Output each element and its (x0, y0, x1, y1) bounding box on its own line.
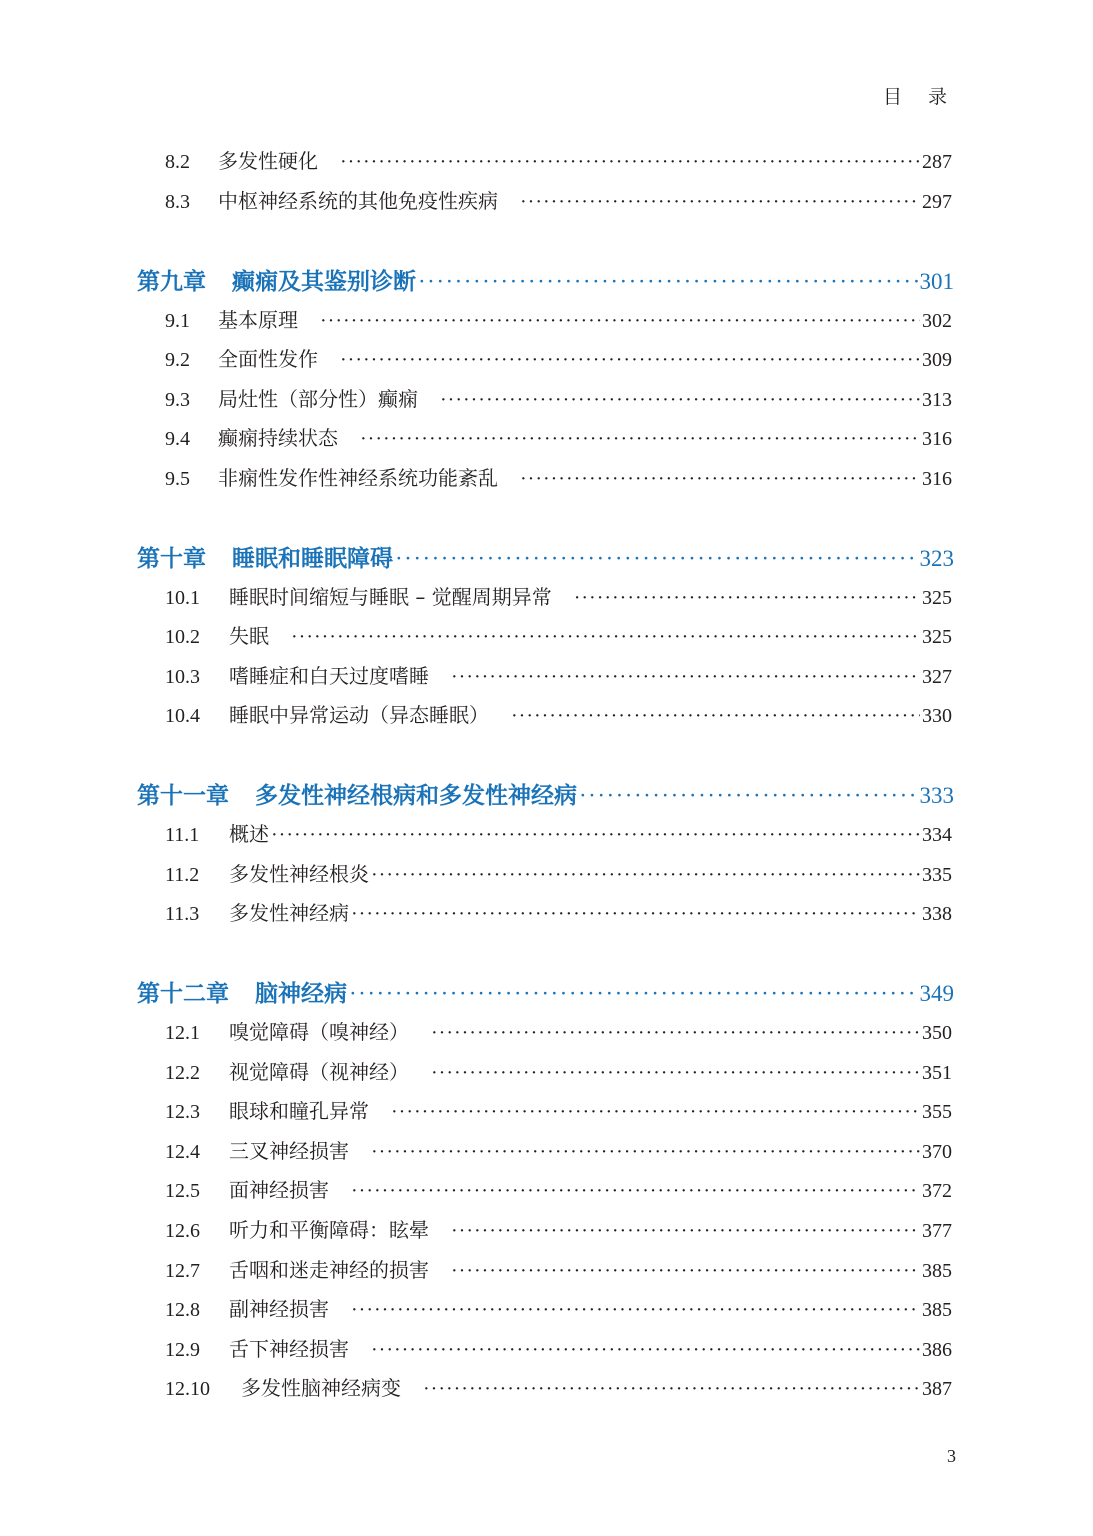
toc-section-entry[interactable] (165, 1016, 952, 1046)
chapter-title: 癫痫及其鉴别诊断 (232, 269, 416, 295)
section-title: 嗜睡症和白天过度嗜睡 (229, 664, 429, 688)
toc-section-entry[interactable] (165, 699, 952, 729)
toc-chapter-entry[interactable] (137, 777, 954, 811)
dot-leader (579, 783, 918, 809)
page-ref: 323 (919, 546, 954, 571)
page-ref: 370 (922, 1141, 952, 1163)
page-ref: 386 (922, 1339, 952, 1361)
section-title: 失眠 (229, 624, 269, 648)
toc-section-entry[interactable] (165, 818, 952, 848)
section-number: 11.1 (165, 824, 200, 846)
page-ref: 349 (919, 981, 954, 1006)
page-ref: 335 (922, 864, 952, 886)
section-title: 多发性神经病 (229, 901, 349, 925)
chapter-number: 第十二章 (137, 981, 229, 1007)
section-number: 10.3 (165, 666, 200, 688)
toc-section-entry[interactable] (165, 145, 952, 175)
section-title: 非痫性发作性神经系统功能紊乱 (218, 466, 498, 490)
dot-leader (340, 151, 920, 174)
section-title: 睡眠中异常运动（异态睡眠） (229, 703, 489, 727)
toc-section-entry[interactable] (165, 1254, 952, 1284)
page-ref: 350 (922, 1022, 952, 1044)
dot-leader (360, 428, 920, 451)
toc-section-entry[interactable] (165, 1372, 952, 1402)
page-ref: 325 (922, 626, 952, 648)
toc-section-entry[interactable] (165, 1095, 952, 1125)
toc-section-entry[interactable] (165, 858, 952, 888)
dot-leader (340, 349, 920, 372)
section-title: 听力和平衡障碍：眩晕 (229, 1218, 429, 1242)
dot-leader (431, 1022, 920, 1045)
dot-leader (451, 1260, 920, 1283)
section-number: 12.10 (165, 1378, 210, 1400)
dot-leader (291, 626, 920, 649)
section-title: 舌下神经损害 (229, 1337, 349, 1361)
dot-leader (351, 1180, 920, 1203)
section-title: 多发性硬化 (218, 149, 318, 173)
toc-section-entry[interactable] (165, 185, 952, 215)
page-ref: 351 (922, 1062, 952, 1084)
section-number: 9.2 (165, 349, 190, 371)
section-number: 12.3 (165, 1101, 200, 1123)
toc-section-entry[interactable] (165, 897, 952, 927)
page-ref: 334 (922, 824, 952, 846)
section-number: 12.7 (165, 1260, 200, 1282)
dot-leader (431, 1062, 920, 1085)
section-number: 10.1 (165, 587, 200, 609)
section-title: 局灶性（部分性）癫痫 (218, 387, 418, 411)
section-title: 三叉神经损害 (229, 1139, 349, 1163)
section-title: 基本原理 (218, 308, 298, 332)
page-ref: 316 (922, 428, 952, 450)
dot-leader (423, 1378, 920, 1401)
section-number: 9.3 (165, 389, 190, 411)
dot-leader (440, 389, 920, 412)
section-title: 癫痫持续状态 (218, 426, 338, 450)
toc-section-entry[interactable] (165, 1056, 952, 1086)
section-number: 11.3 (165, 903, 200, 925)
toc-section-entry[interactable] (165, 462, 952, 492)
section-number: 12.8 (165, 1299, 200, 1321)
toc-section-entry[interactable] (165, 1135, 952, 1165)
dot-leader (371, 1141, 920, 1164)
section-number: 9.1 (165, 310, 190, 332)
section-title: 全面性发作 (218, 347, 318, 371)
page-ref: 287 (922, 151, 952, 173)
section-number: 11.2 (165, 864, 200, 886)
running-head: 目 录 (882, 86, 957, 108)
section-title: 副神经损害 (229, 1297, 329, 1321)
section-number: 12.4 (165, 1141, 200, 1163)
section-title: 睡眠时间缩短与睡眠 – 觉醒周期异常 (229, 585, 552, 609)
section-title: 眼球和瞳孔异常 (229, 1099, 369, 1123)
section-title: 多发性神经根炎 (229, 862, 369, 886)
toc-section-entry[interactable] (165, 383, 952, 413)
toc-section-entry[interactable] (165, 1293, 952, 1323)
toc-chapter-entry[interactable] (137, 975, 954, 1009)
chapter-number: 第十章 (137, 546, 206, 572)
chapter-title: 睡眠和睡眠障碍 (232, 546, 393, 572)
dot-leader (395, 546, 918, 572)
page-ref: 309 (922, 349, 952, 371)
section-number: 8.2 (165, 151, 190, 173)
dot-leader (520, 468, 920, 491)
toc-section-entry[interactable] (165, 1214, 952, 1244)
dot-leader (451, 666, 920, 689)
dot-leader (520, 191, 920, 214)
page-ref: 377 (922, 1220, 952, 1242)
dot-leader (351, 1299, 920, 1322)
page-ref: 372 (922, 1180, 952, 1202)
section-number: 9.5 (165, 468, 190, 490)
section-title: 嗅觉障碍（嗅神经） (229, 1020, 409, 1044)
page-ref: 338 (922, 903, 952, 925)
dot-leader (391, 1101, 920, 1124)
page-ref: 313 (922, 389, 952, 411)
page-number: 3 (947, 1446, 956, 1466)
toc-section-entry[interactable] (165, 1174, 952, 1204)
section-title: 面神经损害 (229, 1178, 329, 1202)
section-title: 多发性脑神经病变 (241, 1376, 401, 1400)
page-ref: 330 (922, 705, 952, 727)
page-ref: 385 (922, 1260, 952, 1282)
section-number: 12.1 (165, 1022, 200, 1044)
chapter-title: 多发性神经根病和多发性神经病 (255, 783, 577, 809)
page-ref: 333 (919, 783, 954, 808)
page-ref: 316 (922, 468, 952, 490)
section-number: 12.6 (165, 1220, 200, 1242)
toc-section-entry[interactable] (165, 1333, 952, 1363)
toc-section-entry[interactable] (165, 660, 952, 690)
page-ref: 297 (922, 191, 952, 213)
section-number: 8.3 (165, 191, 190, 213)
page-ref: 387 (922, 1378, 952, 1400)
chapter-title: 脑神经病 (255, 981, 347, 1007)
dot-leader (351, 903, 920, 926)
toc-section-entry[interactable] (165, 343, 952, 373)
chapter-number: 第十一章 (137, 783, 229, 809)
page-ref: 327 (922, 666, 952, 688)
page-ref: 301 (919, 269, 954, 294)
section-number: 12.2 (165, 1062, 200, 1084)
section-title: 概述 (229, 822, 269, 846)
page-ref: 325 (922, 587, 952, 609)
section-number: 12.5 (165, 1180, 200, 1202)
toc-chapter-entry[interactable] (137, 263, 954, 297)
dot-leader (451, 1220, 920, 1243)
chapter-number: 第九章 (137, 269, 206, 295)
toc-section-entry[interactable] (165, 620, 952, 650)
toc-section-entry[interactable] (165, 304, 952, 334)
toc-section-entry[interactable] (165, 422, 952, 452)
dot-leader (371, 864, 920, 887)
section-title: 视觉障碍（视神经） (229, 1060, 409, 1084)
page-ref: 385 (922, 1299, 952, 1321)
section-number: 10.2 (165, 626, 200, 648)
toc-chapter-entry[interactable] (137, 540, 954, 574)
dot-leader (320, 310, 920, 333)
section-title: 中枢神经系统的其他免疫性疾病 (218, 189, 498, 213)
page-ref: 302 (922, 310, 952, 332)
dot-leader (271, 824, 920, 847)
toc-section-entry[interactable] (165, 581, 952, 611)
section-number: 12.9 (165, 1339, 200, 1361)
dot-leader (418, 269, 918, 295)
dot-leader (349, 981, 918, 1007)
dot-leader (574, 587, 920, 610)
dot-leader (371, 1339, 920, 1362)
dot-leader (511, 705, 920, 728)
section-number: 9.4 (165, 428, 190, 450)
section-title: 舌咽和迷走神经的损害 (229, 1258, 429, 1282)
section-number: 10.4 (165, 705, 200, 727)
page-ref: 355 (922, 1101, 952, 1123)
